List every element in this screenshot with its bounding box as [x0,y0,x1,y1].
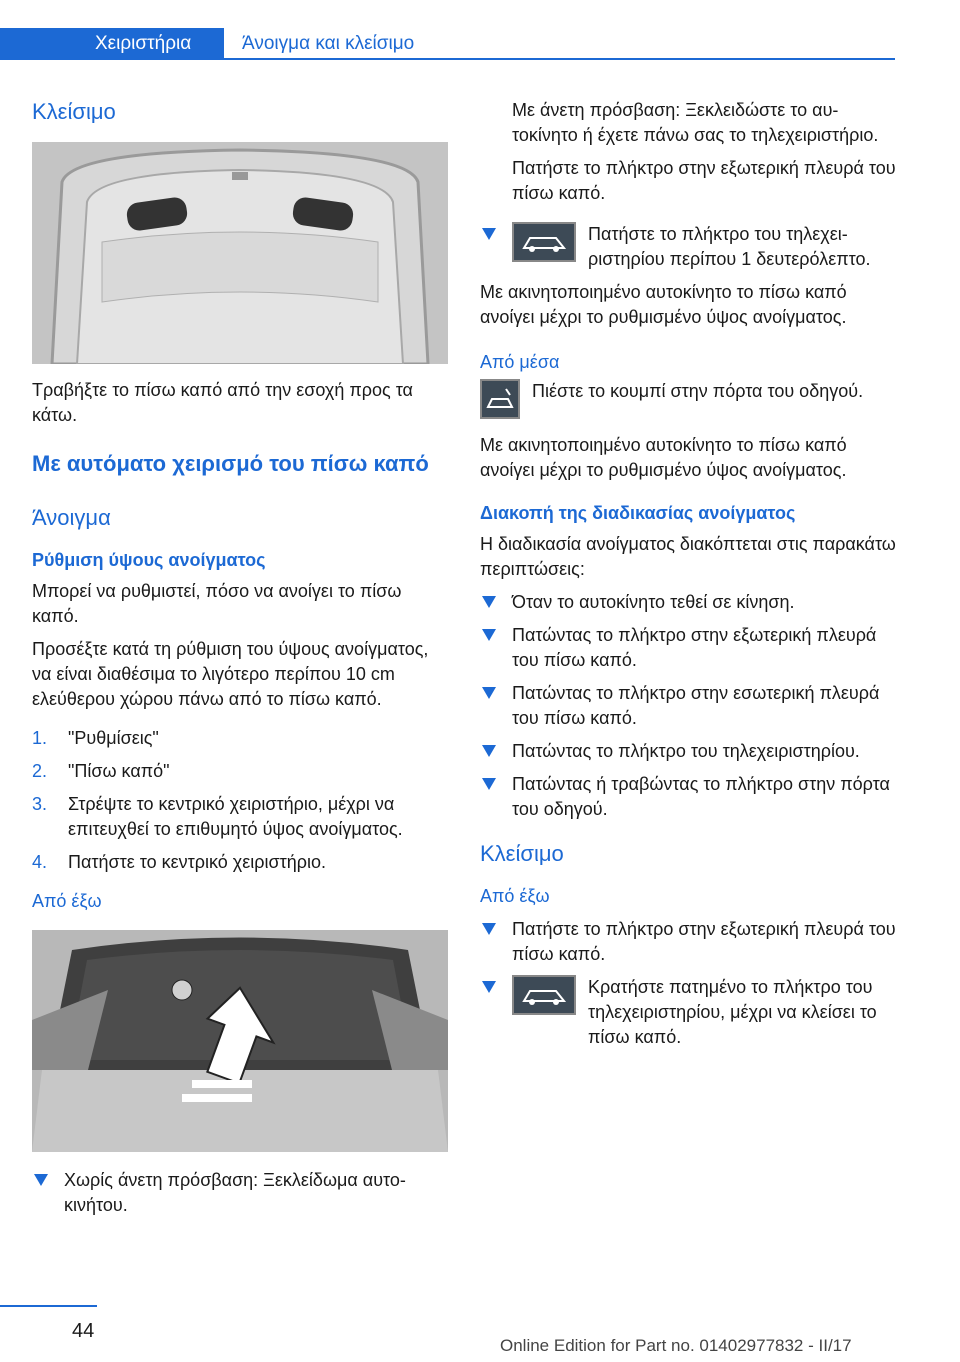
list-item: Πατώντας το πλήκτρο στην εξωτερική πλευρά του πίσω καπό. [480,623,896,673]
left-column [32,98,452,1226]
comfort-p2: Πατήστε το πλήκτρο στην εξωτερική πλευρά του πίσω καπό. [512,158,896,203]
list-item: Πατώντας το πλήκτρο στην εσωτερική πλευρά του πίσω καπό. [480,681,896,731]
door-button-row [480,379,896,419]
step-item: 3. Στρέψτε το κεντρικό χειριστήριο, μέχρι να επιτευχθεί το επιθυμητό ύψος ανοίγματος. [32,794,403,839]
list-item: Πατώντας ή τραβώντας το πλήκτρο στην πόρτα του οδηγού. [480,772,896,822]
list-item: Όταν το αυτοκίνητο τεθεί σε κίνηση. [480,590,896,615]
steps-list [32,726,452,875]
step-item: 2. "Πίσω καπό" [32,761,170,781]
remote-bullets [480,222,896,272]
heading-closing: Κλείσιμο [32,99,116,124]
car-key-remote-icon [512,222,576,262]
heading-outside: Από έξω [32,891,102,911]
footer-line [0,1305,97,1307]
triangle-bullet-icon [34,1174,48,1186]
heading-opening: Άνοιγμα [32,505,111,530]
list-item: Χωρίς άνετη πρόσβαση: Ξεκλείδωμα αυτοκινήτου. [32,1168,452,1218]
list-item: Πατώντας το πλήκτρο του τηλεχειριστηρίου. [480,739,896,764]
list-item: Πατήστε το πλήκτρο του τηλεχειριστηρίου περίπου 1 δευτερόλεπτο. [480,222,896,272]
step-item: 4. Πατήστε το κεντρικό χειριστήριο. [32,852,326,872]
outside-bullets [32,1168,452,1218]
triangle-bullet-icon [482,778,496,790]
tailgate-outside-image [32,930,448,1152]
page-number: 44 [72,1320,95,1342]
triangle-bullet-icon [482,745,496,757]
triangle-bullet-icon [482,629,496,641]
triangle-bullet-icon [482,981,496,993]
stationary-2: Με ακινητοποιημένο αυτοκίνητο το πίσω καπό ανοίγει μέχρι το ρυθμισμένο ύψος ανοίγματος. [480,435,847,480]
heading-outside-right: Από έξω [480,886,550,906]
step-item: 1. "Ρυθμίσεις" [32,728,159,748]
heading-height: Ρύθμιση ύψους ανοίγματος [32,550,266,570]
triangle-bullet-icon [482,923,496,935]
list-item: Κρατήστε πατημένο το πλήκτρο του τηλεχειριστηρίου, μέχρι να κλείσει το πίσω καπό. [480,975,896,1050]
heading-closing-right: Κλείσιμο [480,841,564,866]
page-header [0,28,895,62]
height-p2: Προσέξτε κατά τη ρύθμιση του ύψους ανοίγματος, να είναι διαθέσιμα το λιγότερο περίπου 10 cm ελεύθερου χώρου πάνω από το πίσω καπό. [32,639,429,709]
right-column [480,98,896,1058]
door-button-icon [480,379,520,419]
height-p1: Μπορεί να ρυθμιστεί, πόσο να ανοίγει το πίσω καπό. [32,581,402,626]
comfort-p1: Με άνετη πρόσβαση: Ξεκλειδώστε το αυτοκίνητο ή έχετε πάνω σας το τηλεχειριστήριο. [512,100,879,145]
triangle-bullet-icon [482,687,496,699]
edition-text: Online Edition for Part no. 01402977832 - II/17 [500,1336,852,1355]
heading-inside: Από μέσα [480,352,560,372]
interrupt-intro: Η διαδικασία ανοίγματος διακόπτεται στις παρακάτω περιπτώσεις: [480,534,896,579]
header-chapter: Άνοιγμα και κλείσιμο [224,28,895,60]
door-button-text: Πιέστε το κουμπί στην πόρτα του οδηγού. [532,381,864,401]
pull-text: Τραβήξτε το πίσω καπό από την εσοχή προς τα κάτω. [32,380,413,425]
close-list [480,917,896,1050]
triangle-bullet-icon [482,228,496,240]
heading-auto: Με αυτόματο χειρισμό του πίσω καπό [32,451,429,476]
triangle-bullet-icon [482,596,496,608]
header-section: Χειριστήρια [0,28,224,60]
interrupt-list [480,590,896,822]
tailgate-inside-image [32,142,448,364]
car-key-remote-icon [512,975,576,1015]
stationary-1: Με ακινητοποιημένο αυτοκίνητο το πίσω καπό ανοίγει μέχρι το ρυθμισμένο ύψος ανοίγματος. [480,282,847,327]
heading-interrupt: Διακοπή της διαδικασίας ανοίγματος [480,503,796,523]
list-item: Πατήστε το πλήκτρο στην εξωτερική πλευρά του πίσω καπό. [480,917,896,967]
